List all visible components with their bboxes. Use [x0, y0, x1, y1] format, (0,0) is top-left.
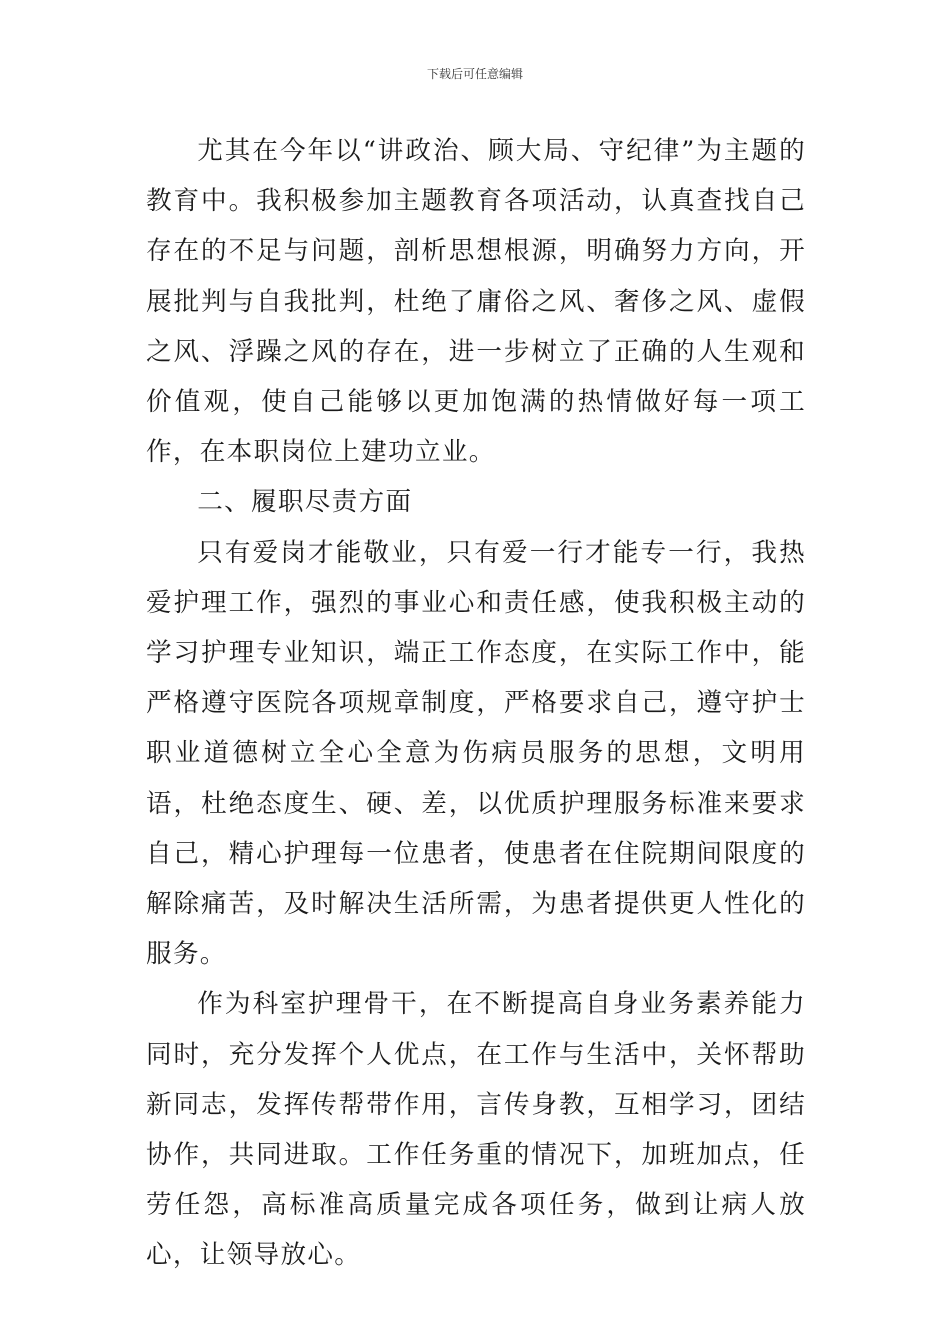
paragraph-team-backbone: 作为科室护理骨干，在不断提高自身业务素养能力同时，充分发挥个人优点，在工作与生活中，关怀帮助新同志，发挥传帮带作用，言传身教，互相学习，团结协作，共同进取。工作任务重的情况下，加班加点，任劳任怨，高标准高质量完成各项任务，做到让病人放心，让领导放心。: [146, 989, 806, 1271]
section-heading-duty: 二、履职尽责方面: [197, 487, 413, 518]
paragraph-nursing-work: 只有爱岗才能敬业，只有爱一行才能专一行，我热爱护理工作，强烈的事业心和责任感，使我积极主动的学习护理专业知识，端正工作态度，在实际工作中，能严格遵守医院各项规章制度，严格要求自己，遵守护士职业道德树立全心全意为伤病员服务的思想，文明用语，杜绝态度生、硬、差，以优质护理服务标准来要求自己，精心护理每一位患者，使患者在住院期间限度的解除痛苦，及时解决生活所需，为患者提供更人性化的服务。: [146, 537, 806, 970]
paragraph-political-education: 尤其在今年以“讲政治、顾大局、守纪律”为主题的教育中。我积极参加主题教育各项活动，认真查找自己存在的不足与问题，剖析思想根源，明确努力方向，开展批判与自我批判，杜绝了庸俗之风、奢侈之风、虚假之风、浮躁之风的存在，进一步树立了正确的人生观和价值观，使自己能够以更加饱满的热情做好每一项工作，在本职岗位上建功立业。: [146, 136, 806, 468]
page-header-note: 下载后可任意编辑: [426, 67, 523, 81]
document-body: [146, 126, 806, 1281]
